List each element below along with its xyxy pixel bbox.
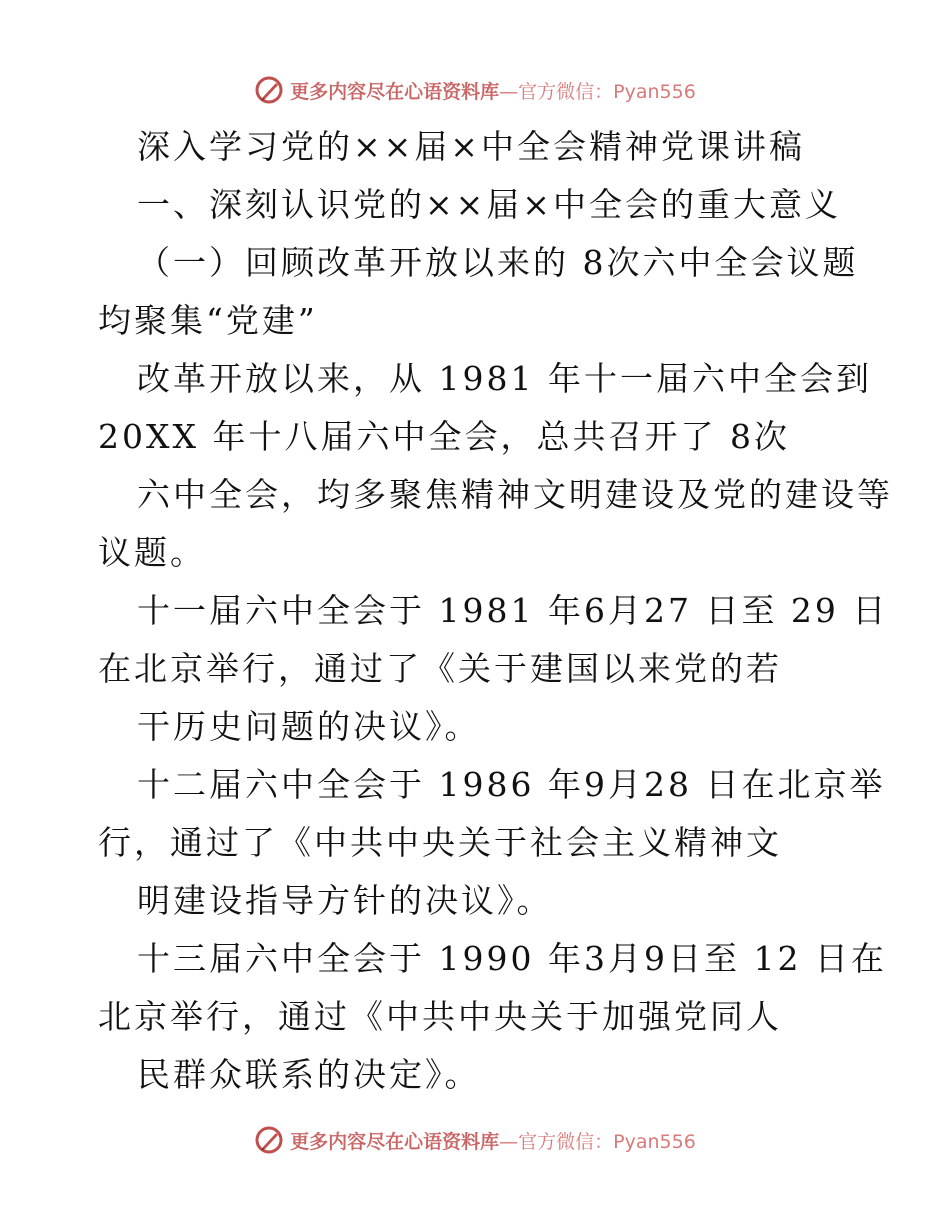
paragraph-line: 六中全会，均多聚焦精神文明建设及党的建设等 xyxy=(137,475,893,514)
paragraph-line: 民群众联系的决定》。 xyxy=(137,1055,481,1094)
document-title: 深入学习党的××届×中全会精神党课讲稿 xyxy=(137,127,805,166)
section-heading: 一、深刻认识党的××届×中全会的重大意义 xyxy=(137,185,841,224)
paragraph-line: 明建设指导方针的决议》。 xyxy=(137,881,553,920)
pen-logo-icon xyxy=(254,1125,284,1155)
paragraph-line: 十一届六中全会于 1981 年6月27 日至 29 日 xyxy=(137,591,889,630)
footer-watermark xyxy=(0,1120,950,1160)
paragraph-line: 在北京举行，通过了《关于建国以来党的若 xyxy=(98,649,782,688)
paragraph-line: 改革开放以来，从 1981 年十一届六中全会到 xyxy=(137,359,872,398)
paragraph-line: 十三届六中全会于 1990 年3月9日至 12 日在 xyxy=(137,939,887,978)
paragraph-line: 行，通过了《中共中央关于社会主义精神文 xyxy=(98,823,782,862)
paragraph-line: 十二届六中全会于 1986 年9月28 日在北京举 xyxy=(137,765,886,804)
watermark-text: 更多内容尽在心语资料库—官方微信：Pyan556 xyxy=(290,80,696,103)
subsection-heading-cont: 均聚集“党建” xyxy=(98,301,318,340)
paragraph-line: 干历史问题的决议》。 xyxy=(137,707,481,746)
header-watermark xyxy=(0,70,950,110)
document-body xyxy=(0,118,950,1108)
subsection-heading: （一）回顾改革开放以来的 8次六中全会议题 xyxy=(137,243,859,282)
paragraph-line: 20XX 年十八届六中全会，总共召开了 8次 xyxy=(98,417,790,456)
paragraph-line: 议题。 xyxy=(98,533,206,572)
paragraph-line: 北京举行，通过《中共中央关于加强党同人 xyxy=(98,997,782,1036)
pen-logo-icon xyxy=(254,75,284,105)
watermark-text: 更多内容尽在心语资料库—官方微信：Pyan556 xyxy=(290,1130,696,1153)
